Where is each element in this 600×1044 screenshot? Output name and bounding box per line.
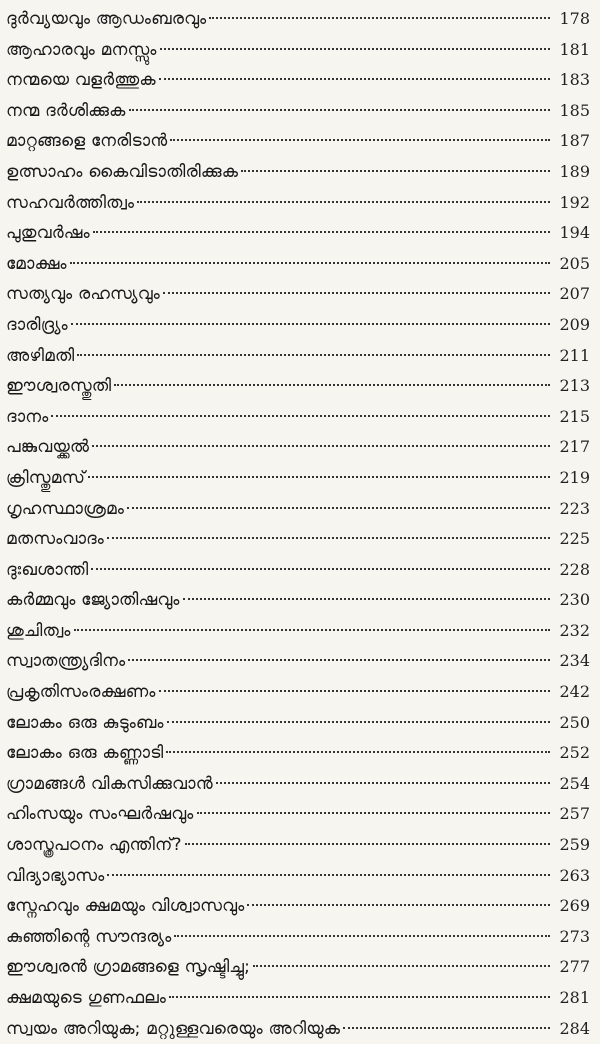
toc-entry-title: ക്രിസ്തുമസ് xyxy=(6,467,86,488)
dot-leader xyxy=(209,17,550,19)
toc-entry-title: നന്മ ദർശിക്കുക xyxy=(6,100,126,121)
toc-entry-title: മാറ്റങ്ങളെ നേരിടാൻ xyxy=(6,131,168,152)
toc-entry-title: ഗൃഹസ്ഥാശ്രമം xyxy=(6,498,125,519)
toc-page-number: 211 xyxy=(559,345,590,365)
dot-leader xyxy=(159,78,550,80)
toc-page-number: 242 xyxy=(559,682,590,702)
toc-entry-title: കുഞ്ഞിന്റെ സൗന്ദര്യം xyxy=(6,926,172,947)
dot-leader xyxy=(71,323,550,325)
toc-entry-title: ദുഃഖശാന്തി xyxy=(6,559,89,580)
toc-page-number: 187 xyxy=(559,131,590,151)
toc-page-number: 181 xyxy=(559,39,590,59)
dot-leader xyxy=(127,507,550,509)
dot-leader xyxy=(185,843,550,845)
toc-row xyxy=(6,769,590,800)
toc-entry-title: അഴിമതി xyxy=(6,345,75,366)
toc-entry-title: ദാനം xyxy=(6,406,49,427)
toc-entry-title: സ്നേഹവും ക്ഷമയും വിശ്വാസവും xyxy=(6,896,245,917)
toc-page-number: 252 xyxy=(559,743,590,763)
toc-entry-title: പുതുവർഷം xyxy=(6,223,90,244)
dot-leader xyxy=(70,262,550,264)
toc-row xyxy=(6,157,590,188)
toc-entry-title: ശാസ്ത്രപഠനം എന്തിന്? xyxy=(6,835,182,856)
dot-leader xyxy=(241,170,550,172)
toc-page-number: 277 xyxy=(559,957,590,977)
toc-row xyxy=(6,249,590,280)
toc-row xyxy=(6,799,590,830)
toc-entry-title: ശുചിത്വം xyxy=(6,620,71,641)
toc-entry-title: വിദ്യാഭ്യാസം xyxy=(6,865,105,886)
dot-leader xyxy=(169,996,550,998)
toc-page-number: 178 xyxy=(559,9,590,28)
toc-row xyxy=(6,371,590,402)
toc-row xyxy=(6,891,590,922)
toc-page-number: 209 xyxy=(559,314,590,334)
toc-row xyxy=(6,524,590,555)
toc-row xyxy=(6,708,590,739)
toc-entry-title: ദാരിദ്ര്യം xyxy=(6,314,68,335)
toc-row xyxy=(6,65,590,96)
toc-row xyxy=(6,861,590,892)
toc-row xyxy=(6,35,590,66)
dot-leader xyxy=(166,751,550,753)
toc-page-number: 228 xyxy=(559,559,590,579)
toc-entry-title: ഈശ്വരസ്തുതി xyxy=(6,376,112,397)
toc-page-number: 215 xyxy=(559,406,590,426)
toc-row xyxy=(6,188,590,219)
toc-entry-title: ദുർവ്യയവും ആഡംബരവും xyxy=(6,9,207,29)
dot-leader xyxy=(128,659,550,661)
toc-row xyxy=(6,463,590,494)
toc-page-number: 232 xyxy=(559,620,590,640)
toc-page-number: 219 xyxy=(559,467,590,487)
dot-leader xyxy=(197,812,551,814)
dot-leader xyxy=(174,935,550,937)
toc-row xyxy=(6,494,590,525)
toc-row xyxy=(6,585,590,616)
toc-row xyxy=(6,4,590,35)
toc-row xyxy=(6,1014,590,1044)
dot-leader xyxy=(183,598,550,600)
toc-page-number: 284 xyxy=(559,1018,590,1038)
toc-row xyxy=(6,952,590,983)
dot-leader xyxy=(216,782,550,784)
toc-entry-title: ഈശ്വരൻ ഗ്രാമങ്ങളെ സൃഷ്ടിച്ചു; xyxy=(6,957,251,978)
dot-leader xyxy=(77,354,550,356)
toc-entry-title: ഉത്സാഹം കൈവിടാതിരിക്കുക xyxy=(6,161,239,182)
toc-row xyxy=(6,310,590,341)
toc-page-number: 223 xyxy=(559,498,590,518)
toc-row xyxy=(6,830,590,861)
dot-leader xyxy=(129,109,550,111)
toc-page-number: 263 xyxy=(559,865,590,885)
toc-page-number: 217 xyxy=(559,437,590,457)
toc-page-number: 281 xyxy=(559,988,590,1007)
toc-entry-title: സഹവർത്തിത്വം xyxy=(6,192,135,213)
dot-leader xyxy=(107,874,550,876)
toc-entry-title: പ്രകൃതിസംരക്ഷണം xyxy=(6,682,156,703)
toc-page-number: 192 xyxy=(559,192,590,212)
toc-page-number: 213 xyxy=(559,376,590,396)
dot-leader xyxy=(92,445,550,447)
dot-leader xyxy=(88,476,550,478)
dot-leader xyxy=(114,384,550,386)
dot-leader xyxy=(253,965,550,967)
toc-row xyxy=(6,646,590,677)
toc-page-number: 230 xyxy=(559,590,590,610)
toc-page-number: 273 xyxy=(559,926,590,946)
toc-row xyxy=(6,126,590,157)
dot-leader xyxy=(343,1027,550,1029)
toc-entry-title: മോക്ഷം xyxy=(6,253,67,274)
toc-page-number: 250 xyxy=(559,712,590,732)
dot-leader xyxy=(159,690,550,692)
toc-row xyxy=(6,922,590,953)
dot-leader xyxy=(74,629,550,631)
toc-page-number: 254 xyxy=(559,773,590,793)
toc-entry-title: ഗ്രാമങ്ങൾ വികസിക്കുവാൻ xyxy=(6,773,213,794)
toc-entry-title: സ്വയം അറിയുക; മറ്റുള്ളവരെയും അറിയുക xyxy=(6,1018,341,1039)
toc-page-number: 259 xyxy=(559,835,590,855)
toc-row xyxy=(6,402,590,433)
toc-entry-title: സത്യവും രഹസ്യവും xyxy=(6,284,161,305)
dot-leader xyxy=(93,231,550,233)
dot-leader xyxy=(91,568,550,570)
toc-page-number: 269 xyxy=(559,896,590,916)
toc-page-number: 234 xyxy=(559,651,590,671)
toc-row xyxy=(6,432,590,463)
toc-entry-title: പങ്കുവയ്ക്കൽ xyxy=(6,437,90,458)
toc-page-number: 257 xyxy=(559,804,590,824)
toc-page-number: 205 xyxy=(559,253,590,273)
dot-leader xyxy=(137,201,550,203)
toc-entry-title: സ്വാതന്ത്ര്യദിനം xyxy=(6,651,126,672)
dot-leader xyxy=(160,48,550,50)
toc-page-number: 183 xyxy=(559,70,590,90)
toc-entry-title: ഹിംസയും സംഘർഷവും xyxy=(6,804,194,825)
toc-entry-title: മതസംവാദം xyxy=(6,529,104,550)
toc-page-number: 185 xyxy=(559,100,590,120)
toc-row xyxy=(6,983,590,1014)
toc-row xyxy=(6,555,590,586)
toc-entry-title: ക്ഷമയുടെ ഗുണഫലം xyxy=(6,988,167,1008)
toc-entry-title: ലോകം ഒരു കുടുംബം xyxy=(6,712,164,733)
dot-leader xyxy=(247,904,550,906)
toc-page-number: 189 xyxy=(559,161,590,181)
toc-page-number: 207 xyxy=(559,284,590,304)
toc-entry-title: ലോകം ഒരു കണ്ണാടി xyxy=(6,743,164,764)
dot-leader xyxy=(163,292,550,294)
toc-row xyxy=(6,677,590,708)
toc-page-number: 194 xyxy=(559,223,590,243)
toc-row xyxy=(6,341,590,372)
toc-row xyxy=(6,218,590,249)
toc-entry-title: നന്മയെ വളർത്തുക xyxy=(6,70,156,91)
toc-row xyxy=(6,96,590,127)
toc-entry-title: കർമ്മവും ജ്യോതിഷവും xyxy=(6,590,180,611)
toc-row xyxy=(6,279,590,310)
toc-entry-title: ആഹാരവും മനസ്സും xyxy=(6,39,157,60)
dot-leader xyxy=(170,139,550,141)
dot-leader xyxy=(107,537,550,539)
toc-row xyxy=(6,616,590,647)
dot-leader xyxy=(51,415,550,417)
dot-leader xyxy=(167,721,550,723)
toc-page-number: 225 xyxy=(559,529,590,549)
toc-row xyxy=(6,738,590,769)
